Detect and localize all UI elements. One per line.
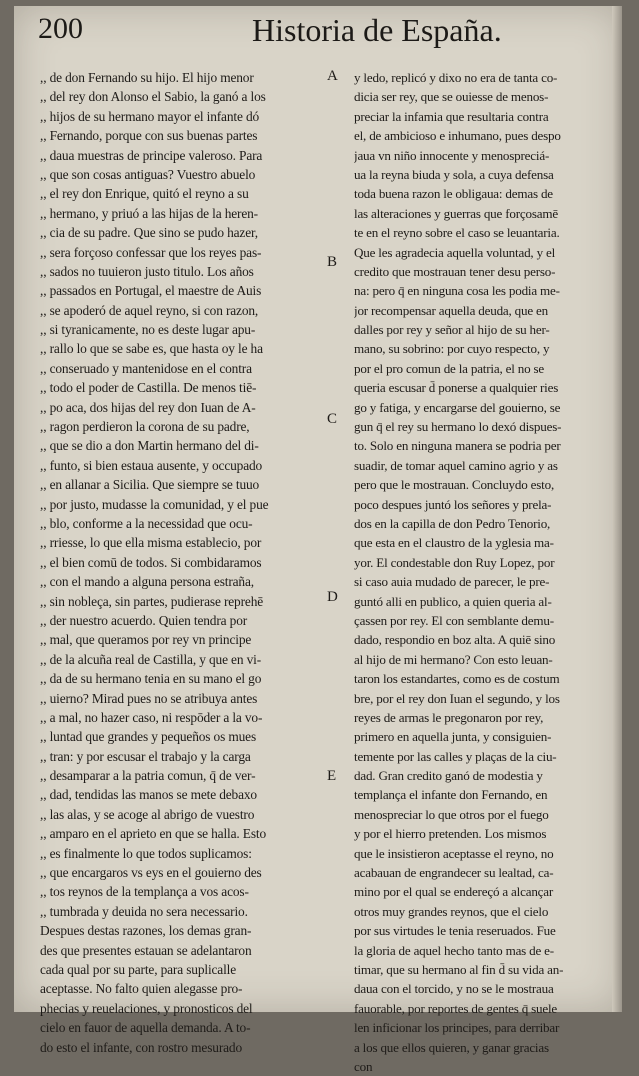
text-line: el, de ambicioso e inhumano, pues despo	[354, 128, 561, 144]
text-line: si caso auia mudado de parecer, le pre-	[354, 574, 550, 590]
text-line: phecias y reuelaciones, y pronosticos del	[40, 1000, 253, 1016]
text-line: ,, blo, conforme a la necessidad que ocu-	[40, 515, 253, 531]
text-line: çassen por rey. El con semblante demu-	[354, 612, 554, 628]
margin-letter-b: B	[327, 254, 338, 270]
text-line: acabauan de engrandecer su lealtad, ca-	[354, 865, 554, 881]
text-line: ,, es finalmente lo que todos suplicamos:	[40, 845, 252, 861]
text-line: ,, passados en Portugal, el maestre de Auis	[40, 283, 262, 299]
text-line: con	[354, 1058, 373, 1074]
margin-letter-d: D	[327, 589, 338, 605]
text-line: dalles por rey y señor al hijo de su her-	[354, 322, 550, 338]
text-line: ,, cia de su padre. Que sino se pudo hazer,	[40, 225, 258, 241]
text-line: otros muy grandes reynos, que el cielo	[354, 903, 549, 919]
text-line: ua la reyna biuda y sola, a cuya defensa	[354, 166, 554, 182]
text-line: ,, se apoderó de aquel reyno, si con razon,	[40, 302, 259, 318]
text-line: yor. El condestable don Ruy Lopez, por	[354, 554, 555, 570]
text-line: ,, de la alcuña real de Castilla, y que en vi-	[40, 651, 262, 667]
text-line: ,, amparo en el aprieto en que se halla. Esto	[40, 826, 267, 842]
text-line: ,, que son cosas antiguas? Vuestro abuelo	[40, 166, 256, 182]
text-line: ,, por justo, mudasse la comunidad, y el pue	[40, 496, 269, 512]
text-line: Despues destas razones, los demas gran-	[40, 923, 252, 939]
text-line: ,, daua muestras de principe valeroso. Para	[40, 147, 263, 163]
text-line: cielo en fauor de aquella demanda. A to-	[40, 1020, 251, 1036]
text-line: ,, el bien comū de todos. Si combidaramos	[40, 554, 262, 570]
text-line: al hijo de mi hermano? Con esto leuan-	[354, 651, 553, 667]
margin-letter-c: C	[327, 411, 338, 427]
running-head: Historia de España.	[252, 12, 502, 48]
text-line: por sus virtudes le tenia reseruados. Fue	[354, 923, 556, 939]
text-line: Que les agradecia aquella voluntad, y el	[354, 244, 556, 260]
text-line: la gloria de aquel hecho tanto mas de e-	[354, 942, 554, 958]
text-line: reyes de armas le pregonaron por rey,	[354, 709, 544, 725]
text-line: ,, con el mando a alguna persona estraña,	[40, 574, 254, 590]
text-line: to. Solo en ninguna manera se podria per	[354, 438, 561, 454]
text-line: aceptasse. No falto quien alegasse pro-	[40, 981, 243, 997]
text-line: a los que ellos quieren, y ganar gracias	[354, 1039, 549, 1055]
text-line: ,, dad, tendidas las manos se mete debaxo	[40, 787, 257, 803]
text-line: pero que le mostrauan. Concluydo esto,	[354, 477, 555, 493]
text-line: jaua vn niño innocente y menospreciá-	[354, 147, 550, 163]
text-line: te en el reyno sobre el caso se leuantaria.	[354, 225, 560, 241]
text-line: do esto el infante, con rostro mesurado	[40, 1039, 243, 1055]
text-line: ,, po aca, dos hijas del rey don Iuan de A-	[40, 399, 256, 415]
text-line: mano, su sobrino: por cuyo respecto, y	[354, 341, 550, 357]
text-line: por el pro comun de la patria, el no se	[354, 360, 544, 376]
text-line: ,, tran: y por escusar el trabajo y la carga	[40, 748, 251, 764]
text-line: daua con el torcido, y no se le mostraua	[354, 981, 554, 997]
book-page	[14, 6, 622, 1074]
text-line: ,, si tyranicamente, no es deste lugar apu-	[40, 322, 256, 338]
text-line: bre, por el rey don Iuan el segundo, y los	[354, 690, 560, 706]
text-line: toda buena razon le obligaua: demas de	[354, 186, 553, 202]
left-text-column	[40, 68, 340, 1057]
text-line: taron los estandartes, como es de costum	[354, 671, 560, 687]
text-line: ,, ragon perdieron la corona de su padre,	[40, 419, 250, 435]
text-line: templança el infante don Fernando, en	[354, 787, 548, 803]
text-line: credito que mostrauan tener desu perso-	[354, 263, 556, 279]
text-line: primero en aquella junta, y consiguien-	[354, 729, 552, 745]
text-line: go y fatiga, y encargarse del gouierno, se	[354, 399, 561, 415]
text-line: fauorable, por reportes de gentes q̄ suele	[354, 1000, 558, 1016]
text-line: ,, en allanar a Sicilia. Que siempre se tuuo	[40, 477, 260, 493]
text-line: ,, tumbrada y deuida no sera necessario.	[40, 903, 248, 919]
text-line: ,, der nuestro acuerdo. Quien tendra por	[40, 612, 248, 628]
text-line: ,, funto, si bien estaua ausente, y occupado	[40, 457, 263, 473]
text-line: cada qual por su parte, para suplicalle	[40, 961, 237, 977]
margin-letter-e: E	[327, 768, 337, 784]
page-number: 200	[38, 12, 83, 45]
text-line: ,, que encargaros vs eys en el gouierno des	[40, 865, 262, 881]
text-line: ,, sera forçoso confessar que los reyes pas-	[40, 244, 262, 260]
text-line: ,, rallo lo que se sabe es, que hasta oy le ha	[40, 341, 263, 357]
right-text-column	[354, 68, 616, 1076]
text-line: ,, que se dio a don Martin hermano del di-	[40, 438, 259, 454]
text-line: ,, hermano, y priuó a las hijas de la heren-	[40, 205, 258, 221]
text-line: dicia ser rey, que se ouiesse de menos-	[354, 89, 549, 105]
text-line: gun q̄ el rey su hermano lo dexó dispues-	[354, 419, 562, 435]
text-line: jor recompensar aquella deuda, que en	[354, 302, 549, 318]
text-line: ,, del rey don Alonso el Sabio, la ganó a los	[40, 89, 266, 105]
text-line: des que presentes estauan se adelantaron	[40, 942, 252, 958]
text-line: guntó alli en publico, a quien queria al-	[354, 593, 552, 609]
text-line: suadir, de tomar aquel camino agrio y as	[354, 457, 558, 473]
text-line: ,, rriesse, lo que ella misma establecio, por	[40, 535, 262, 551]
text-line: len inficionar los principes, para derribar	[354, 1020, 560, 1036]
text-line: ,, Fernando, porque con sus buenas partes	[40, 128, 258, 144]
text-line: que le insistieron aceptasse el reyno, no	[354, 845, 554, 861]
text-line: timar, que su hermano al fin d̄ su vida an-	[354, 961, 564, 977]
text-line: ,, tos reynos de la templança a vos acos-	[40, 884, 249, 900]
text-line: y ledo, replicó y dixo no era de tanta co-	[354, 70, 558, 85]
text-line: ,, sin nobleça, sin partes, pudierase reprehē	[40, 593, 264, 609]
text-line: queria escusar d̄ ponerse a qualquier ries	[354, 380, 559, 396]
text-line: dado, respondio en boz alta. A quiē sino	[354, 632, 556, 648]
text-line: menospreciar lo que otros por el fuego	[354, 806, 549, 822]
margin-letter-a: A	[327, 68, 338, 84]
text-line: ,, todo el poder de Castilla. De menos tiē-	[40, 380, 257, 396]
text-line: ,, desamparar a la patria comun, q̄ de ver-	[40, 768, 256, 784]
text-line: na: pero q̄ en ninguna cosa les podia me-	[354, 283, 560, 299]
text-line: mino por el qual se endereçó a alcançar	[354, 884, 554, 900]
text-line: ,, uierno? Mirad pues no se atribuya antes	[40, 690, 258, 706]
text-line: y por el hierro pretenden. Los mismos	[354, 826, 547, 842]
text-line: ,, hijos de su hermano mayor el infante dó	[40, 108, 260, 124]
text-line: las alteraciones y guerras que forçosamē	[354, 205, 558, 221]
text-line: preciar la infamia que resultaria contra	[354, 108, 549, 124]
page-edge	[612, 6, 622, 1012]
text-line: ,, de don Fernando su hijo. El hijo menor	[40, 70, 254, 85]
text-line: ,, luntad que grandes y pequeños os mues	[40, 729, 257, 745]
text-line: ,, mal, que queramos por rey vn principe	[40, 632, 252, 648]
text-line: ,, conseruado y mantenidose en el contra	[40, 360, 252, 376]
text-line: dos en la capilla de don Pedro Tenorio,	[354, 515, 551, 531]
text-line: ,, el rey don Enrique, quitó el reyno a su	[40, 186, 249, 202]
text-line: poco despues juntó los señores y prela-	[354, 496, 552, 512]
text-line: ,, a mal, no hazer caso, ni respōder a la vo-	[40, 709, 263, 725]
text-line: que esta en el claustro de la yglesia ma-	[354, 535, 554, 551]
text-line: ,, las alas, y se acoge al abrigo de vuestro	[40, 806, 255, 822]
text-line: ,, sados no tuuieron justo titulo. Los años	[40, 263, 254, 279]
text-line: temente por las calles y plaças de la ciu-	[354, 748, 557, 764]
text-line: dad. Gran credito ganó de modestia y	[354, 768, 543, 784]
text-line: ,, da de su hermano tenia en su mano el go	[40, 671, 262, 687]
